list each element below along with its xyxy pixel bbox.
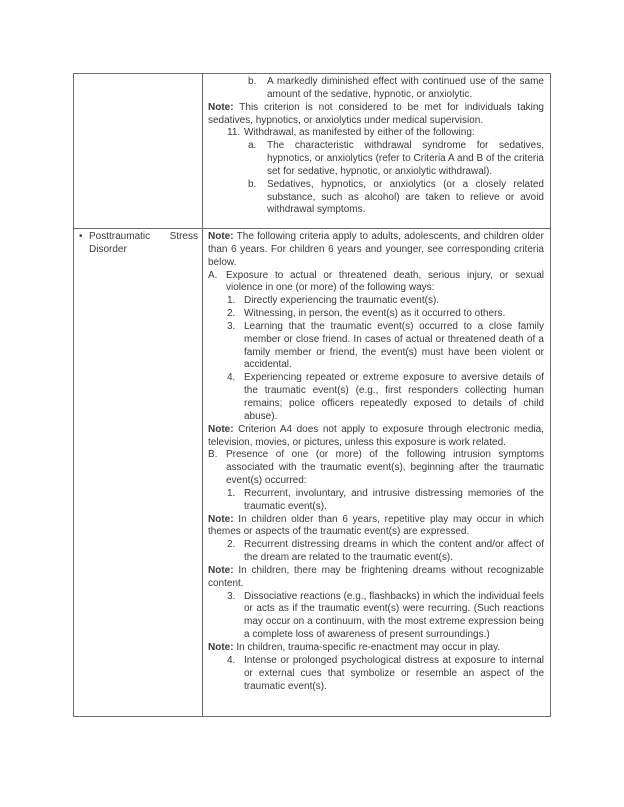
criteria-text: Recurrent, involuntary, and intrusive distressing memories of the traumatic event(s). bbox=[244, 487, 544, 512]
criteria-paragraph bbox=[208, 655, 544, 694]
criteria-paragraph bbox=[208, 102, 544, 128]
criteria-text: The following criteria apply to adults, adolescents, and children older than 6 years. For children 6 years and younger, see corresponding criteria below. bbox=[208, 231, 544, 268]
list-marker: B. bbox=[208, 449, 218, 461]
criteria-paragraph bbox=[208, 179, 544, 218]
criteria-paragraph bbox=[208, 449, 544, 488]
note-prefix: Note: bbox=[208, 423, 234, 435]
disorder-cell bbox=[74, 74, 203, 228]
note-prefix: Note: bbox=[208, 642, 234, 653]
criteria-paragraph bbox=[208, 642, 544, 655]
diagnostic-criteria-table bbox=[73, 73, 551, 717]
criteria-text: Sedatives, hypnotics, or anxiolytics (or a closely related substance, such as alcohol) are taken to relieve or avoid withdrawal symptoms. bbox=[267, 178, 544, 216]
criteria-paragraph bbox=[208, 140, 544, 179]
criteria-text: In children, there may be frightening dreams without recognizable content. bbox=[208, 564, 544, 589]
criteria-text: Directly experiencing the traumatic event(s). bbox=[244, 295, 440, 307]
criteria-paragraph bbox=[208, 76, 544, 102]
list-marker: 2. bbox=[227, 308, 236, 320]
list-marker: A. bbox=[208, 269, 218, 281]
criteria-paragraph bbox=[208, 321, 544, 372]
list-marker: 3. bbox=[227, 320, 236, 332]
criteria-text: Withdrawal, as manifested by either of the following: bbox=[244, 127, 475, 139]
criteria-paragraph bbox=[208, 424, 544, 450]
table-row bbox=[74, 228, 550, 716]
list-marker: 4. bbox=[227, 654, 236, 666]
criteria-text: A markedly diminished effect with continued use of the same amount of the sedative, hypnotic, or anxiolytic. bbox=[267, 76, 544, 100]
criteria-paragraph bbox=[208, 539, 544, 565]
criteria-text: Intense or prolonged psychological distress at exposure to internal or external cues that symbolize or resemble an aspect of the traumatic event(s). bbox=[244, 654, 544, 692]
criteria-text: Witnessing, in person, the event(s) as it occurred to others. bbox=[244, 308, 506, 320]
criteria-text: This criterion is not considered to be met for individuals taking sedatives, hypnotics, or anxiolytics under medical supervision. bbox=[208, 101, 544, 126]
list-marker: 3. bbox=[227, 590, 236, 602]
note-prefix: Note: bbox=[208, 231, 234, 242]
disorder-cell bbox=[74, 229, 203, 716]
note-prefix: Note: bbox=[208, 513, 234, 525]
disorder-name bbox=[79, 231, 198, 257]
note-prefix: Note: bbox=[208, 564, 234, 576]
list-marker: b. bbox=[248, 76, 257, 87]
criteria-paragraph bbox=[208, 308, 544, 321]
criteria-text: Dissociative reactions (e.g., flashbacks) in which the individual feels or acts as if the traumatic event(s) were recurring. (Such reactions may occur on a continuum, with the most extreme expression being a complete loss of awareness of present surroundings.) bbox=[244, 590, 544, 641]
criteria-text: In children, trauma-specific re-enactment may occur in play. bbox=[233, 642, 501, 653]
list-marker: 4. bbox=[227, 372, 236, 384]
list-marker: b. bbox=[248, 178, 257, 190]
list-marker: 11. bbox=[227, 127, 241, 139]
table-body bbox=[74, 74, 550, 716]
criteria-text: Criterion A4 does not apply to exposure through electronic media, television, movies, or pictures, unless this exposure is work related. bbox=[208, 423, 544, 448]
list-marker: 1. bbox=[227, 487, 236, 499]
criteria-text: Experiencing repeated or extreme exposure to aversive details of the traumatic event(s) (e.g., first responders collecting human remains; police officers repeatedly exposed to details of child abuse). bbox=[244, 372, 544, 422]
criteria-paragraph bbox=[208, 231, 544, 270]
criteria-paragraph bbox=[208, 565, 544, 591]
note-prefix: Note: bbox=[208, 101, 234, 113]
list-marker: a. bbox=[248, 140, 257, 152]
criteria-cell bbox=[203, 229, 550, 716]
criteria-text: The characteristic withdrawal syndrome for sedatives, hypnotics, or anxiolytics (refer to Criteria A and B of the criteria set for sedative, hypnotic, or anxiolytic withdrawal). bbox=[267, 140, 544, 177]
list-marker: 2. bbox=[227, 539, 236, 551]
criteria-text: Learning that the traumatic event(s) occurred to a close family member or close friend. In cases of actual or threatened death of a family member or friend, the event(s) must have been violent or accidental. bbox=[244, 320, 544, 371]
criteria-paragraph bbox=[208, 127, 544, 140]
criteria-text: Exposure to actual or threatened death, serious injury, or sexual violence in one (or more) of the following ways: bbox=[226, 269, 544, 294]
criteria-text: Presence of one (or more) of the following intrusion symptoms associated with the traumatic event(s), beginning after the traumatic event(s) occurred: bbox=[226, 449, 544, 487]
criteria-text: In children older than 6 years, repetitive play may occur in which themes or aspects of the traumatic event(s) are expressed. bbox=[208, 513, 544, 538]
criteria-cell bbox=[203, 74, 550, 228]
bullet-icon: • bbox=[79, 231, 83, 242]
criteria-paragraph bbox=[208, 488, 544, 514]
criteria-paragraph bbox=[208, 372, 544, 423]
table-row bbox=[74, 74, 550, 228]
criteria-paragraph bbox=[208, 514, 544, 540]
criteria-paragraph bbox=[208, 295, 544, 308]
criteria-text: Recurrent distressing dreams in which the content and/or affect of the dream are related to the traumatic event(s). bbox=[244, 539, 544, 564]
list-marker: 1. bbox=[227, 295, 236, 307]
criteria-paragraph bbox=[208, 270, 544, 296]
criteria-paragraph bbox=[208, 591, 544, 642]
disorder-label: Posttraumatic Stress Disorder bbox=[89, 231, 198, 255]
